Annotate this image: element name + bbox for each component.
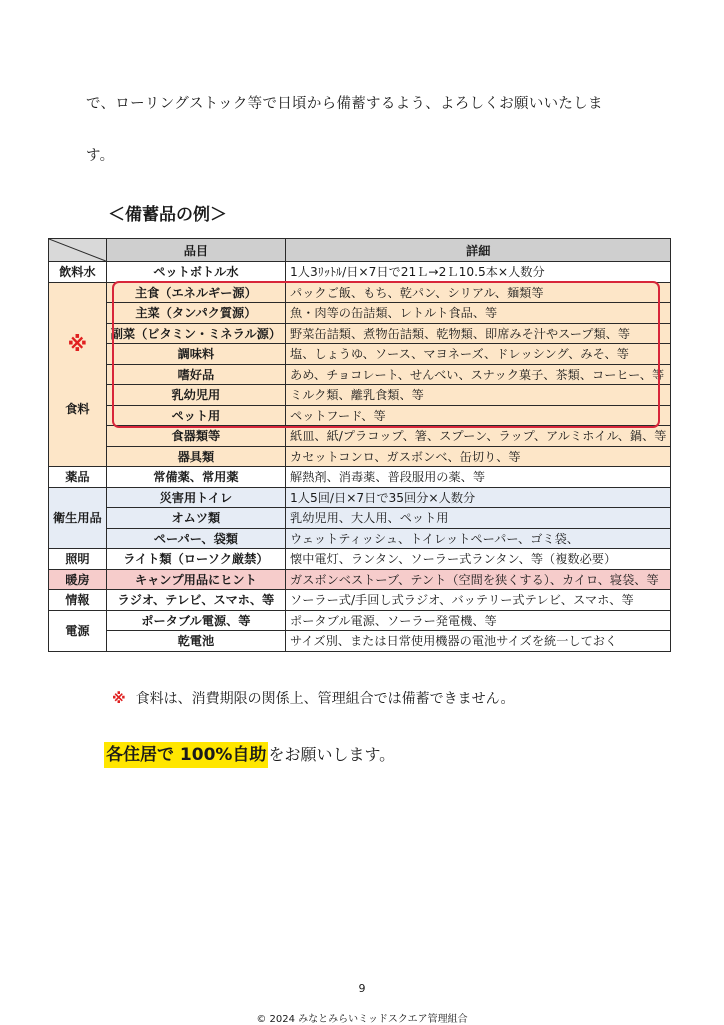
table-row (49, 528, 671, 549)
table-row (49, 282, 671, 303)
diagonal-line (49, 239, 106, 261)
self-help-highlight: 各住居で 100%自助 (104, 742, 268, 768)
header-corner (49, 239, 107, 262)
row-item: ペット用 (106, 405, 285, 426)
category-lighting: 照明 (49, 549, 107, 570)
category-food: 食料 (65, 401, 90, 416)
category-water: 飲料水 (49, 262, 107, 283)
row-detail: 1人5回/日×7日で35回分×人数分 (286, 487, 671, 508)
header-item: 品目 (106, 239, 285, 262)
row-item: 乳幼児用 (106, 385, 285, 406)
row-item: 災害用トイレ (106, 487, 285, 508)
food-note-mark: ※ (67, 331, 88, 356)
table-row (49, 446, 671, 467)
table-row (49, 549, 671, 570)
row-item: ペットボトル水 (106, 262, 285, 283)
table-row (49, 262, 671, 283)
row-item: 副菜（ビタミン・ミネラル源） (106, 323, 285, 344)
table-header-row (49, 239, 671, 262)
table-row (49, 590, 671, 611)
row-detail: 懐中電灯、ランタン、ソーラー式ランタン、等（複数必要） (286, 549, 671, 570)
table-row (49, 569, 671, 590)
row-item: 主食（エネルギー源） (106, 282, 285, 303)
table-row (49, 487, 671, 508)
category-food-cell (49, 282, 107, 467)
row-detail: ペットフード、等 (286, 405, 671, 426)
self-help-rest: をお願いします。 (268, 745, 396, 764)
row-detail: ウェットティッシュ、トイレットペーパー、ゴミ袋、 (286, 528, 671, 549)
category-medicine: 薬品 (49, 467, 107, 488)
row-item: ポータブル電源、等 (106, 610, 285, 631)
intro-text-line1: で、ローリングストック等で日頃から備蓄するよう、よろしくお願いいたしま (86, 96, 603, 112)
table-row (49, 610, 671, 631)
row-item: 主菜（タンパク質源） (106, 303, 285, 324)
page-number: 9 (358, 982, 366, 995)
table-row (49, 467, 671, 488)
row-detail: ソーラー式/手回し式ラジオ、バッテリー式テレビ、スマホ、等 (286, 590, 671, 611)
row-detail: サイズ別、または日常使用機器の電池サイズを統一しておく (286, 631, 671, 652)
row-detail: 紙皿、紙/プラコップ、箸、スプーン、ラップ、アルミホイル、鍋、等 (286, 426, 671, 447)
row-detail: ポータブル電源、ソーラー発電機、等 (286, 610, 671, 631)
table-row (49, 344, 671, 365)
note-text: 食料は、消費期限の関係上、管理組合では備蓄できません。 (135, 691, 515, 707)
row-detail: 乳幼児用、大人用、ペット用 (286, 508, 671, 529)
category-heating: 暖房 (49, 569, 107, 590)
category-info: 情報 (49, 590, 107, 611)
food-note (112, 688, 514, 708)
header-detail: 詳細 (286, 239, 671, 262)
row-detail: 塩、しょうゆ、ソース、マヨネーズ、ドレッシング、みそ、等 (286, 344, 671, 365)
row-detail: あめ、チョコレート、せんべい、スナック菓子、茶類、コーヒー、等 (286, 364, 671, 385)
table-row (49, 364, 671, 385)
row-detail: ガスボンベストーブ、テント（空間を狭くする）、カイロ、寝袋、等 (286, 569, 671, 590)
self-help-line (104, 740, 395, 765)
row-item: 食器類等 (106, 426, 285, 447)
row-item: ラジオ、テレビ、スマホ、等 (106, 590, 285, 611)
table-row (49, 631, 671, 652)
category-power: 電源 (49, 610, 107, 651)
row-detail: ミルク類、離乳食類、等 (286, 385, 671, 406)
row-item: オムツ類 (106, 508, 285, 529)
table-row (49, 385, 671, 406)
row-detail: カセットコンロ、ガスボンベ、缶切り、等 (286, 446, 671, 467)
row-item: ライト類（ローソク厳禁） (106, 549, 285, 570)
row-detail: 野菜缶詰類、煮物缶詰類、乾物類、即席みそ汁やスープ類、等 (286, 323, 671, 344)
row-item: 常備薬、常用薬 (106, 467, 285, 488)
row-detail: パックご飯、もち、乾パン、シリアル、麺類等 (286, 282, 671, 303)
footer-copyright: © 2024 みなとみらいミッドスクエア管理組合 (256, 1014, 468, 1025)
row-detail: 解熱剤、消毒薬、普段服用の薬、等 (286, 467, 671, 488)
stockpile-table (48, 238, 671, 652)
row-item: キャンプ用品にヒント (106, 569, 285, 590)
row-detail: 1人3ﾘｯﾄﾙ/日×7日で21Ｌ→2Ｌ10.5本×人数分 (286, 262, 671, 283)
section-title: ＜備蓄品の例＞ (108, 205, 227, 225)
row-detail: 魚・肉等の缶詰類、レトルト食品、等 (286, 303, 671, 324)
note-mark: ※ (112, 691, 126, 707)
row-item: 乾電池 (106, 631, 285, 652)
table-row (49, 508, 671, 529)
table-row (49, 303, 671, 324)
table-row (49, 405, 671, 426)
intro-text-line2: す。 (86, 148, 115, 164)
row-item: 器具類 (106, 446, 285, 467)
table-row (49, 323, 671, 344)
table-row (49, 426, 671, 447)
category-hygiene: 衛生用品 (49, 487, 107, 549)
row-item: 嗜好品 (106, 364, 285, 385)
row-item: 調味料 (106, 344, 285, 365)
row-item: ペーパー、袋類 (106, 528, 285, 549)
